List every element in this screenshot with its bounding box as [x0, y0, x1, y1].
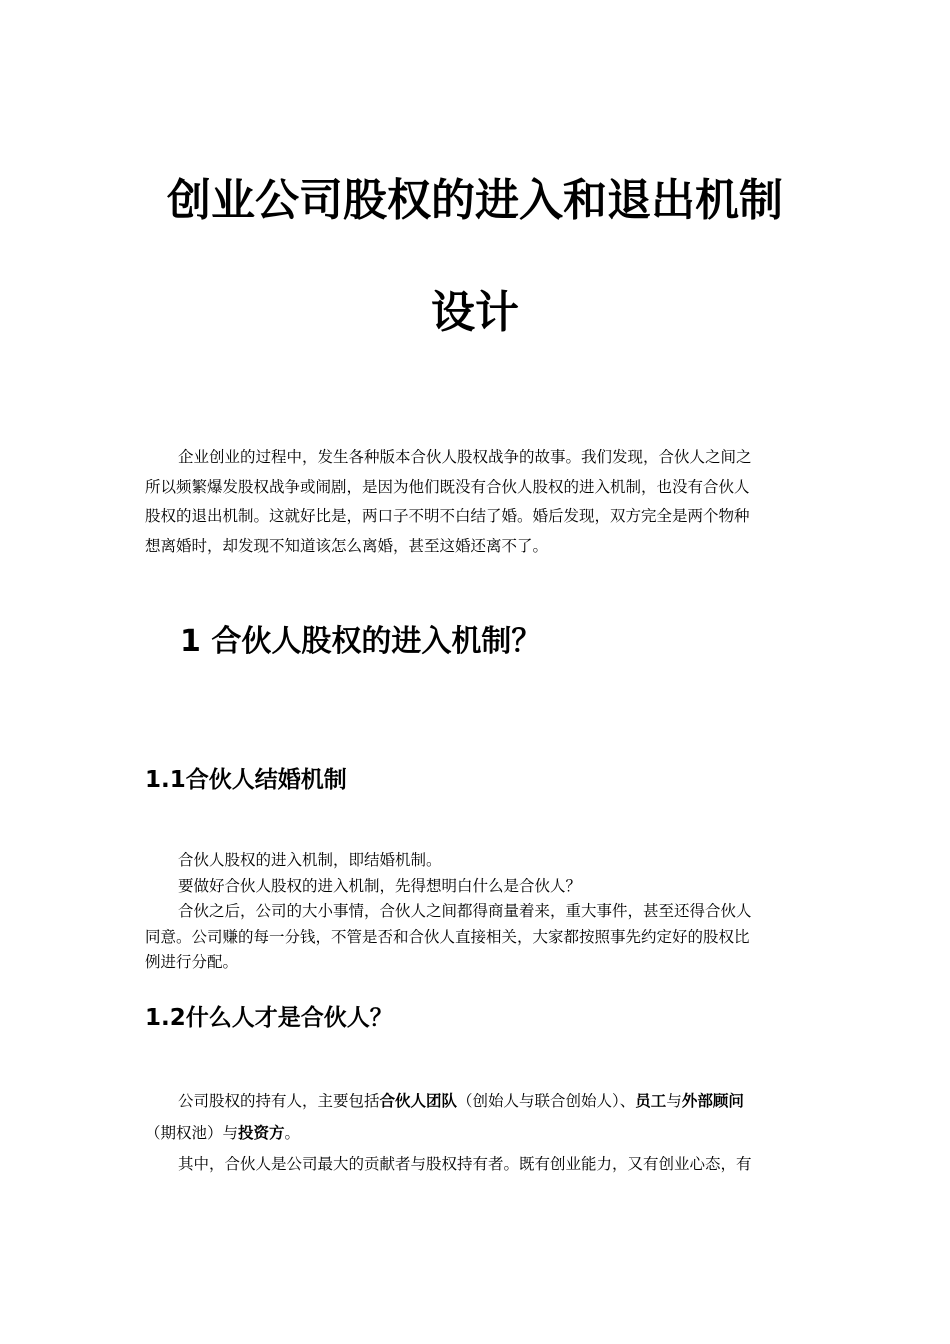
section-1-heading: 1 合伙人股权的进入机制？ — [180, 624, 542, 659]
section-1-1-paragraph-line: 例进行分配。 — [145, 953, 239, 971]
section-1-1-heading: 1.1合伙人结婚机制 — [145, 767, 347, 793]
section-1-2-paragraph-line — [145, 1117, 807, 1149]
section-1-1-paragraph: 合伙人股权的进入机制，即结婚机制。 — [178, 851, 442, 869]
text-run: 与 — [666, 1092, 682, 1110]
section-1-1-paragraph: 要做好合伙人股权的进入机制，先得想明白什么是合伙人？ — [178, 876, 582, 895]
section-1-2-paragraph-line — [145, 1085, 807, 1117]
section-1-1-body — [145, 848, 807, 976]
document-title-line-1: 创业公司股权的进入和退出机制 — [167, 175, 783, 226]
section-1-2-body — [145, 1085, 807, 1180]
section-1-1-paragraph-line: 同意。公司赚的每一分钱，不管是否和合伙人直接相关，大家都按照事先约定好的股权比 — [145, 927, 750, 946]
text-run: （期权池）与 — [145, 1124, 239, 1142]
intro-line: 企业创业的过程中，发生各种版本合伙人股权战争的故事。我们发现，合伙人之间之 — [178, 448, 752, 466]
text-run: 。 — [284, 1124, 301, 1142]
section-1-1-paragraph-line: 合伙之后，公司的大小事情，合伙人之间都得商量着来，重大事件，甚至还得合伙人 — [178, 902, 752, 920]
intro-line: 想离婚时，却发现不知道该怎么离婚，甚至这婚还离不了。 — [145, 536, 549, 555]
bold-term-investors: 投资方 — [238, 1123, 285, 1142]
intro-paragraph — [145, 443, 807, 561]
text-run: （创始人与联合创始人）、 — [457, 1092, 636, 1110]
section-1-2-paragraph-line: 其中，合伙人是公司最大的贡献者与股权持有者。既有创业能力，又有创业心态，有 — [178, 1155, 752, 1173]
bold-term-external-advisors: 外部顾问 — [681, 1091, 744, 1110]
bold-term-employees: 员工 — [635, 1091, 667, 1110]
bold-term-partner-team: 合伙人团队 — [379, 1091, 458, 1110]
section-1-2-heading: 1.2什么人才是合伙人？ — [145, 1005, 393, 1031]
intro-line: 所以频繁爆发股权战争或闹剧，是因为他们既没有合伙人股权的进入机制，也没有合伙人 — [145, 477, 750, 496]
text-run: 公司股权的持有人，主要包括 — [178, 1092, 380, 1110]
intro-line: 股权的退出机制。这就好比是，两口子不明不白结了婚。婚后发现，双方完全是两个物种 — [145, 507, 750, 525]
document-title-line-2: 设计 — [431, 287, 519, 338]
